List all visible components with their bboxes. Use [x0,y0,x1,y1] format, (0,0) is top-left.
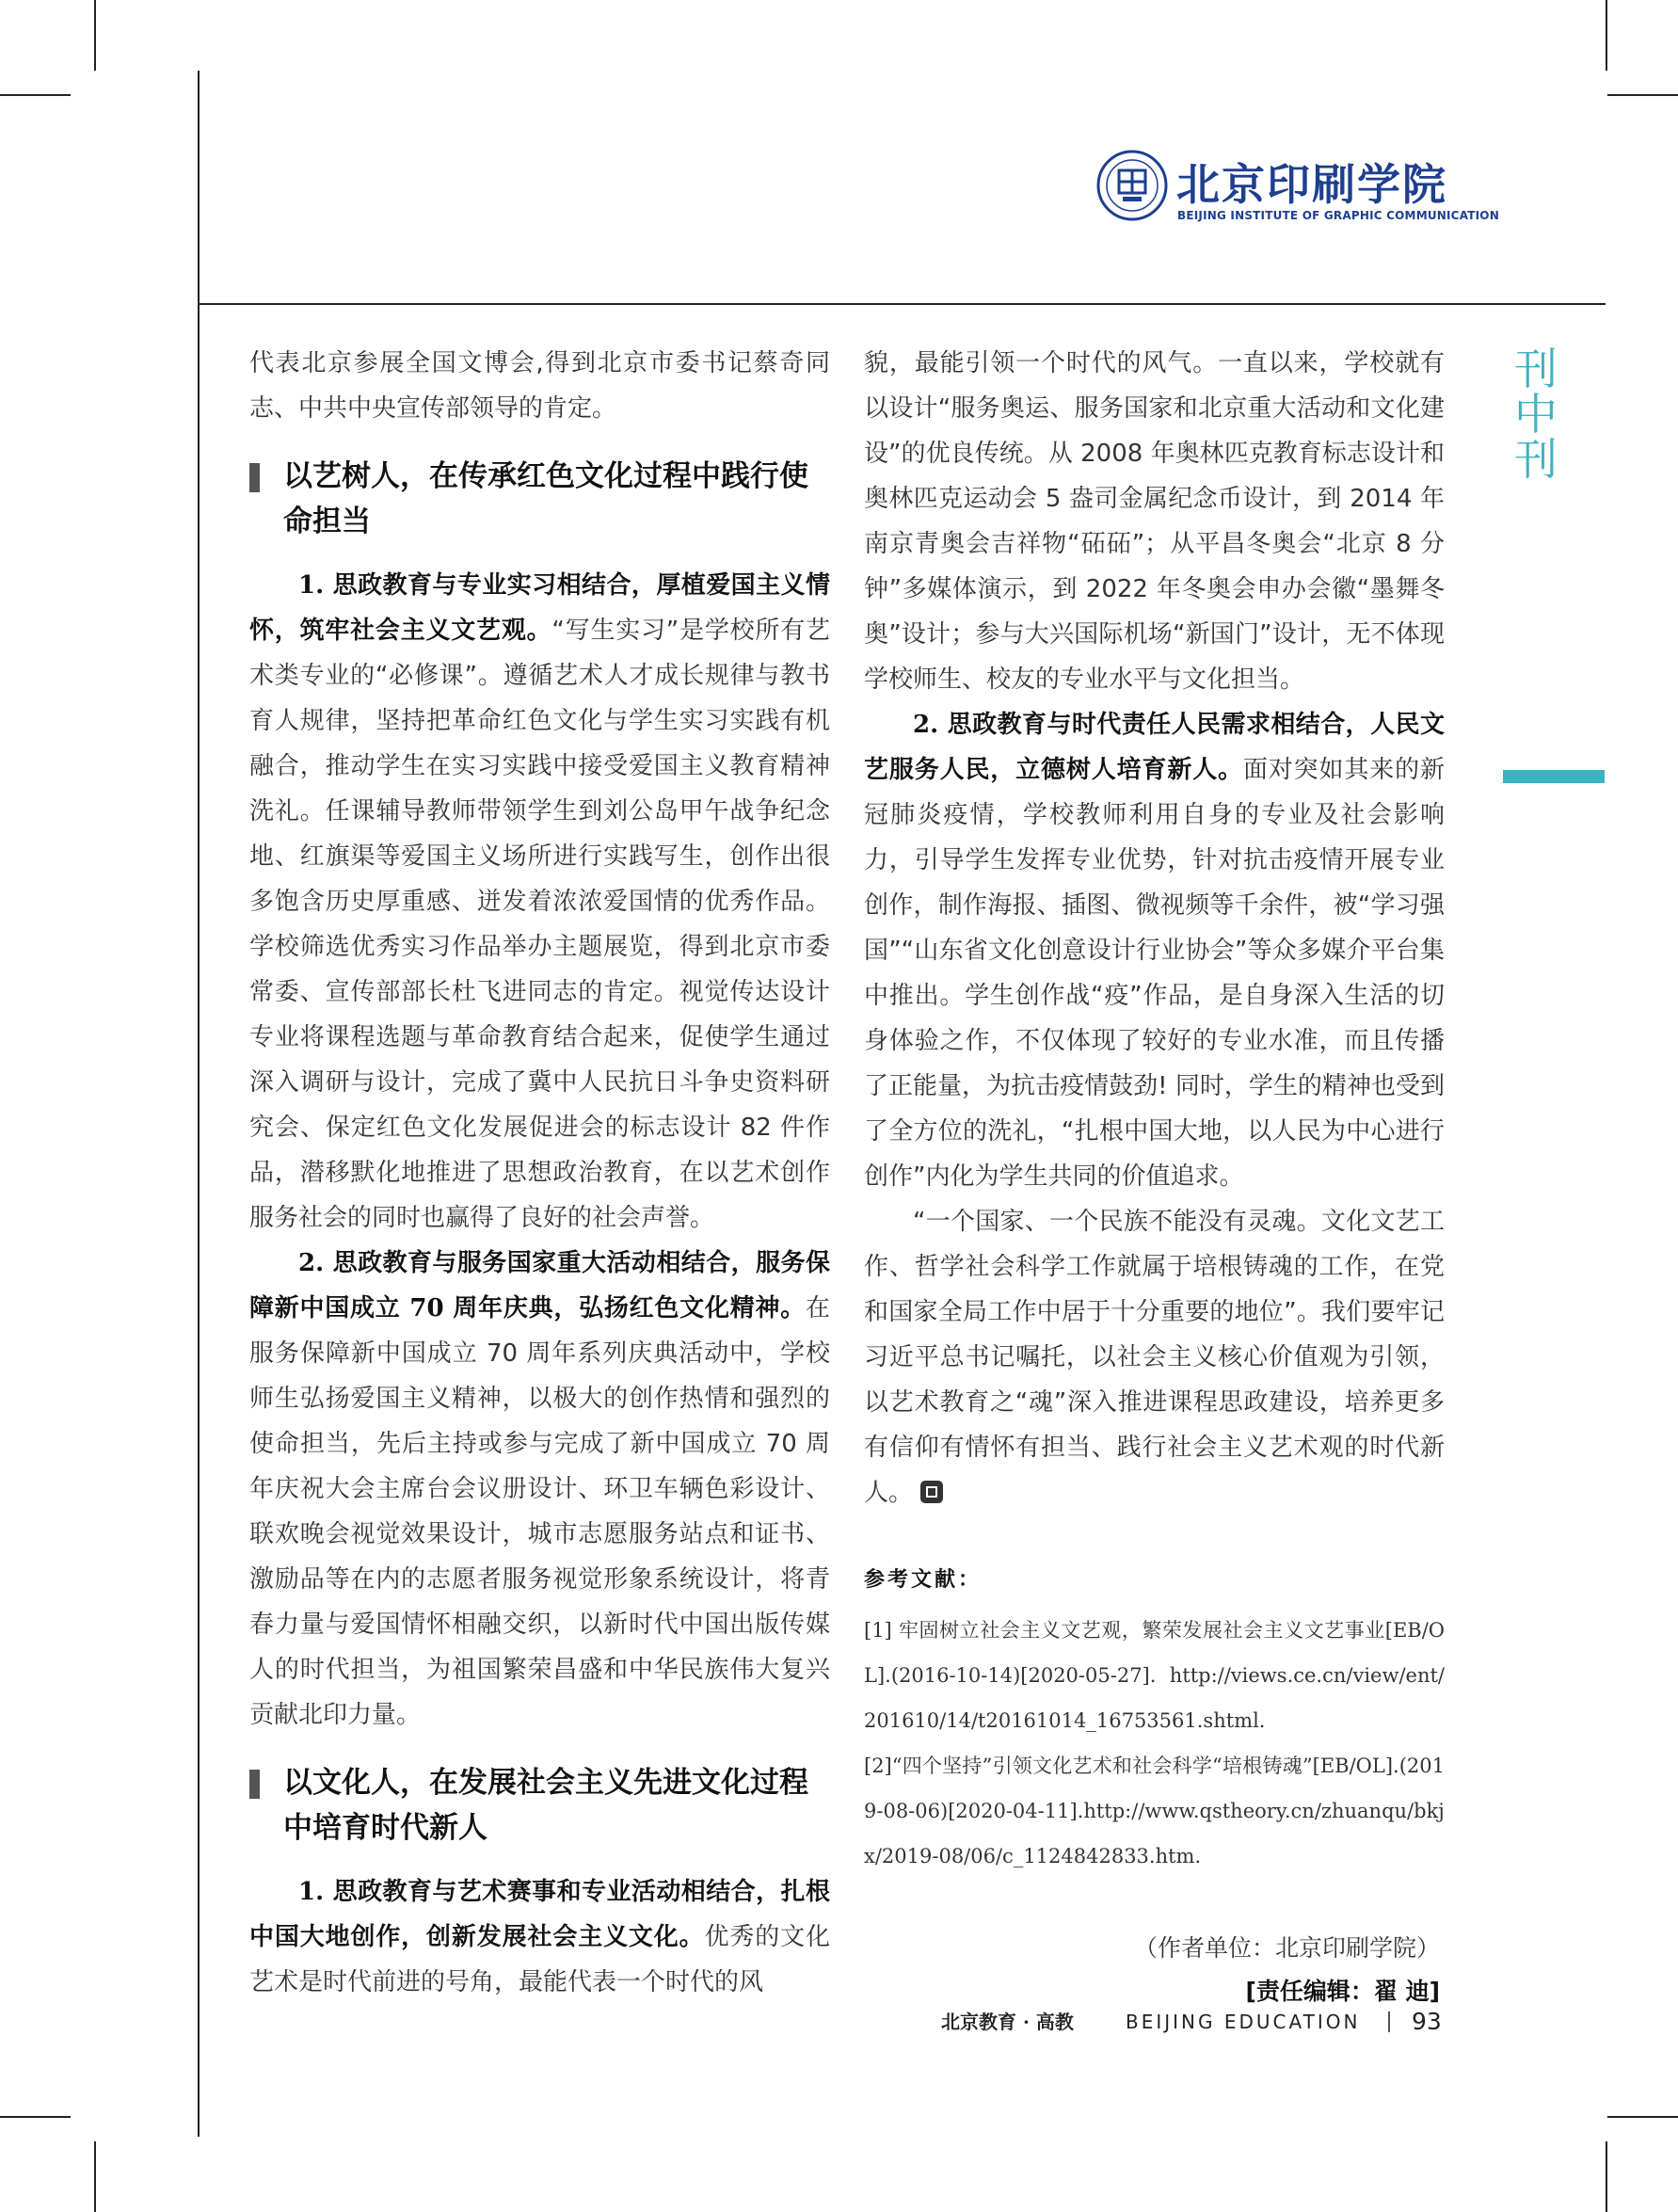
paragraph-body: “写生实习”是学校所有艺术类专业的“必修课”。遵循艺术人才成长规律与教书育人规律，坚持把革命红色文化与学生实习实践有机融合，推动学生在实习实践中接受爱国主义教育精神洗礼。任课辅导教师带领学生到刘公岛甲午战争纪念地、红旗渠等爱国主义场所进行实践写生，创作出很多饱含历史厚重感、迸发着浓浓爱国情的优秀作品。学校筛选优秀实习作品举办主题展览，得到北京市委常委、宣传部部长杜飞进同志的肯定。视觉传达设计专业将课程选题与革命教育结合起来，促使学生通过深入调研与设计，完成了冀中人民抗日斗争史资料研究会、保定红色文化发展促进会的标志设计 82 件作品，潜移默化地推进了思想政治教育，在以艺术创作服务社会的同时也赢得了良好的社会声誉。 [249,617,830,1232]
right-column [864,341,1445,2011]
crop-mark [94,2141,96,2212]
crop-mark [1606,0,1607,71]
section-heading-text: 以文化人，在发展社会主义先进文化过程中培育时代新人 [283,1766,808,1845]
references-title: 参考文献： [864,1567,983,1592]
crop-mark [1607,2116,1678,2118]
university-seal-icon [1096,150,1168,221]
side-label-char: 中 [1514,389,1558,440]
heading-bar-icon [249,1770,260,1799]
paragraph [249,1241,830,1738]
section-heading [249,1760,830,1851]
reference-item: [2]“四个坚持”引领文化艺术和社会科学“培根铸魂”[EB/OL].(2019-08-06)[2020-04-11].http://www.qstheory.cn/zhuanqu/bkjx/2019-08/06/c_1124842833.htm. [864,1755,1445,1867]
crop-mark [0,2116,71,2118]
page-number: 93 [1412,2008,1442,2035]
accent-bar [1503,770,1605,783]
crop-mark [94,0,96,71]
logo-english-name: BEIJING INSTITUTE OF GRAPHIC COMMUNICATION [1177,209,1499,222]
heading-bar-icon [249,463,260,492]
logo-chinese-name: 北京印刷学院 [1176,159,1447,210]
author-affiliation: （作者单位：北京印刷学院） [1133,1934,1440,1962]
side-label-char: 刊 [1514,434,1558,485]
side-section-label [1510,344,1562,485]
side-label-char: 刊 [1514,344,1558,394]
crop-mark [1607,94,1678,96]
paragraph-body: 优秀的文化艺术是时代前进的号角，最能代表一个时代的风 [249,1923,830,1996]
left-column [249,341,830,2005]
paragraph [864,702,1445,1199]
paragraph [249,1869,830,2005]
paragraph: 貌，最能引领一个时代的风气。一直以来，学校就有以设计“服务奥运、服务国家和北京重大活动和文化建设”的优良传统。从 2008 年奥林匹克教育标志设计和奥林匹克运动会 5 盎司金属纪念币设计，到 2014 年南京青奥会吉祥物“砳砳”；从平昌冬奥会“北京 8 分钟”多媒体演示，到 2022 年冬奥会申办会徽“墨舞冬奥”设计；参与大兴国际机场“新国门”设计，无不体现学校师生、校友的专业水平与文化担当。 [864,349,1445,694]
paragraph [864,1199,1445,1515]
page-footer [941,2005,1449,2039]
section-heading-text: 以艺树人，在传承红色文化过程中践行使命担当 [283,459,808,538]
footer-divider [1388,2012,1390,2032]
crop-mark [1606,2141,1607,2212]
paragraph-body: 面对突如其来的新冠肺炎疫情，学校教师利用自身的专业及社会影响力，引导学生发挥专业优势，针对抗击疫情开展专业创作，制作海报、插图、微视频等千余件，被“学习强国”“山东省文化创意设计行业协会”等众多媒介平台集中推出。学生创作战“疫”作品，是自身深入生活的切身体验之作，不仅体现了较好的专业水准，而且传播了正能量，为抗击疫情鼓劲! 同时，学生的精神也受到了全方位的洗礼，“扎根中国大地，以人民为中心进行创作”内化为学生共同的价值追求。 [864,756,1445,1191]
paragraph-lead: 1. 思政教育与专业实习相结合，厚植爱国主义情怀，筑牢社会主义文艺观。 [249,571,830,645]
end-mark-icon [920,1481,943,1503]
paragraph: 代表北京参展全国文博会,得到北京市委书记蔡奇同志、中共中央宣传部领导的肯定。 [249,349,830,423]
journal-name-cn: 北京教育 · 高教 [941,2011,1074,2033]
crop-mark [0,94,71,96]
paragraph-body: “一个国家、一个民族不能没有灵魂。文化文艺工作、哲学社会科学工作就属于培根铸魂的工作，在党和国家全局工作中居于十分重要的地位”。我们要牢记习近平总书记嘱托，以社会主义核心价值观为引领，以艺术教育之“魂”深入推进课程思政建设，培养更多有信仰有情怀有担当、践行社会主义艺术观的时代新人。 [864,1208,1445,1507]
paragraph-lead: 2. 思政教育与服务国家重大活动相结合，服务保障新中国成立 70 周年庆典，弘扬红色文化精神。 [249,1249,830,1322]
paragraph-lead: 1. 思政教育与艺术赛事和专业活动相结合，扎根中国大地创作，创新发展社会主义文化。 [249,1878,830,1951]
paragraph-lead: 2. 思政教育与时代责任人民需求相结合，人民文艺服务人民，立德树人培育新人。 [864,711,1445,784]
paragraph [249,563,830,1241]
institution-logo [1096,147,1499,230]
paragraph-body: 在服务保障新中国成立 70 周年系列庆典活动中，学校师生弘扬爱国主义精神，以极大的创作热情和强烈的使命担当，先后主持或参与完成了新中国成立 70 周年庆祝大会主席台会议册设计、环卫车辆色彩设计、联欢晚会视觉效果设计，城市志愿服务站点和证书、激励品等在内的志愿者服务视觉形象系统设计，将青春力量与爱国情怀相融交织，以新时代中国出版传媒人的时代担当，为祖国繁荣昌盛和中华民族伟大复兴贡献北印力量。 [249,1294,830,1729]
journal-name-en: BEIJING EDUCATION [1126,2011,1361,2033]
section-heading [249,454,830,544]
responsible-editor: [责任编辑：翟 迪] [1245,1978,1440,2005]
references-list [864,1608,1445,1879]
reference-item: [1] 牢固树立社会主义文艺观，繁荣发展社会主义文艺事业[EB/OL].(2016-10-14)[2020-05-27]. http://views.ce.cn/view/ent/201610/14/t20161014_16753561.shtml. [864,1619,1445,1732]
frame-vertical-rule [198,71,200,2137]
frame-horizontal-rule [198,303,1606,305]
